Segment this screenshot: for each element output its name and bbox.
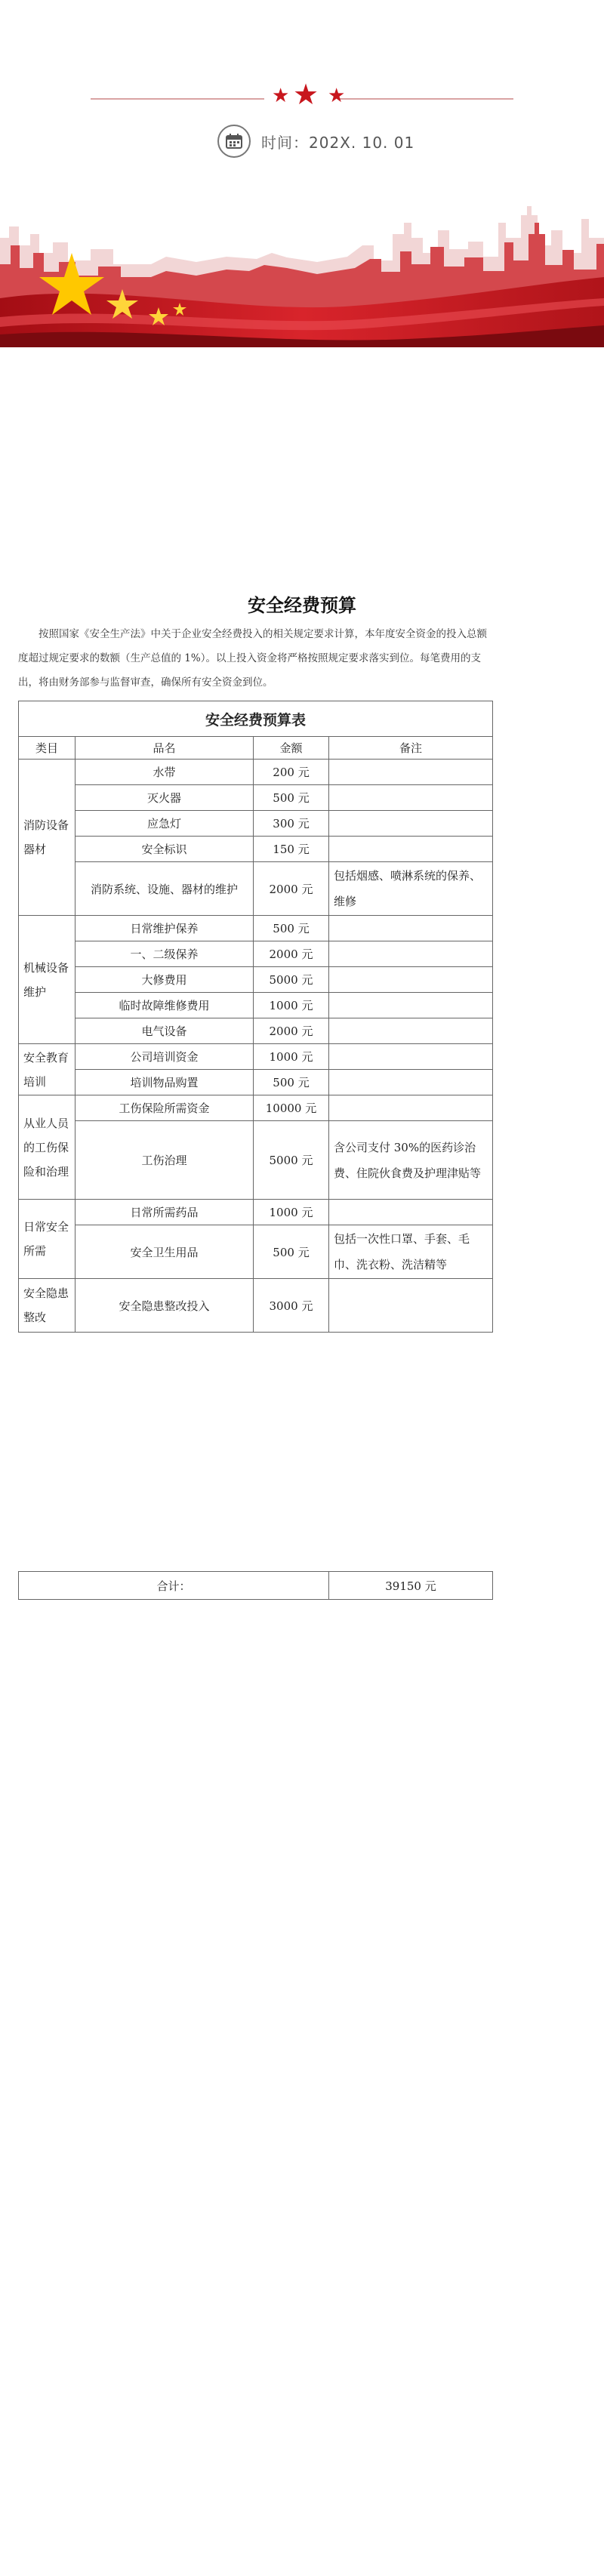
- item-cell: 水带: [76, 760, 254, 785]
- star-icon: ★: [272, 85, 290, 107]
- note-cell: [329, 1200, 493, 1225]
- note-cell: [329, 941, 493, 967]
- note-cell: [329, 1279, 493, 1333]
- table-row: [19, 811, 493, 837]
- amount-cell: 500 元: [254, 1070, 329, 1095]
- note-cell: [329, 1095, 493, 1121]
- amount-cell: 500 元: [254, 785, 329, 811]
- item-cell: 工伤治理: [76, 1121, 254, 1200]
- amount-cell: 3000 元: [254, 1279, 329, 1333]
- table-row: [19, 941, 493, 967]
- item-cell: 安全标识: [76, 837, 254, 862]
- total-value: 39150 元: [329, 1572, 493, 1600]
- table-row: [19, 993, 493, 1018]
- header-line-left: [91, 98, 264, 100]
- note-cell: [329, 1018, 493, 1044]
- amount-cell: 2000 元: [254, 1018, 329, 1044]
- amount-cell: 150 元: [254, 837, 329, 862]
- date-row: [217, 123, 414, 159]
- table-row: [19, 760, 493, 785]
- note-cell: 包括一次性口罩、手套、毛巾、洗衣粉、洗洁精等: [329, 1225, 493, 1279]
- item-cell: 安全隐患整改投入: [76, 1279, 254, 1333]
- note-cell: 包括烟感、喷淋系统的保养、维修: [329, 862, 493, 916]
- table-row: [19, 1279, 493, 1333]
- note-cell: [329, 760, 493, 785]
- table-header-row: [19, 737, 493, 760]
- note-cell: 含公司支付 30%的医药诊治费、住院伙食费及护理津贴等: [329, 1121, 493, 1200]
- table-row: [19, 1121, 493, 1200]
- table-row: [19, 1225, 493, 1279]
- column-header: 品名: [76, 737, 254, 760]
- category-cell: 机械设备维护: [19, 916, 76, 1044]
- note-cell: [329, 1070, 493, 1095]
- item-cell: 应急灯: [76, 811, 254, 837]
- calendar-icon: [217, 125, 251, 158]
- item-cell: 临时故障维修费用: [76, 993, 254, 1018]
- amount-cell: 500 元: [254, 1225, 329, 1279]
- table-row: [19, 1095, 493, 1121]
- amount-cell: 1000 元: [254, 1200, 329, 1225]
- amount-cell: 5000 元: [254, 967, 329, 993]
- note-cell: [329, 1044, 493, 1070]
- note-cell: [329, 785, 493, 811]
- document-title: 安全经费预算: [248, 594, 356, 616]
- amount-cell: 300 元: [254, 811, 329, 837]
- note-cell: [329, 993, 493, 1018]
- amount-cell: 200 元: [254, 760, 329, 785]
- star-icon: ★: [293, 78, 319, 111]
- budget-table: [18, 701, 493, 1333]
- category-cell: 日常安全所需: [19, 1200, 76, 1279]
- table-row: [19, 1044, 493, 1070]
- amount-cell: 2000 元: [254, 941, 329, 967]
- item-cell: 日常所需药品: [76, 1200, 254, 1225]
- amount-cell: 2000 元: [254, 862, 329, 916]
- intro-paragraph: 按照国家《安全生产法》中关于企业安全经费投入的相关规定要求计算，本年度安全资金的投入总额度超过规定要求的数额（生产总值的 1%）。以上投入资金将严格按照规定要求落实到位。每笔费用的支出，将由财务部参与监督审查，确保所有安全资金到位。: [18, 628, 487, 689]
- total-label: 合计：: [19, 1572, 329, 1600]
- amount-cell: 1000 元: [254, 1044, 329, 1070]
- note-cell: [329, 967, 493, 993]
- category-cell: 安全隐患整改: [19, 1279, 76, 1333]
- item-cell: 公司培训资金: [76, 1044, 254, 1070]
- table-row: [19, 785, 493, 811]
- note-cell: [329, 811, 493, 837]
- note-cell: [329, 916, 493, 941]
- item-cell: 电气设备: [76, 1018, 254, 1044]
- item-cell: 大修费用: [76, 967, 254, 993]
- table-row: [19, 1018, 493, 1044]
- total-row: [19, 1572, 493, 1600]
- item-cell: 日常维护保养: [76, 916, 254, 941]
- amount-cell: 500 元: [254, 916, 329, 941]
- table-caption: 安全经费预算表: [19, 701, 493, 737]
- item-cell: 培训物品购置: [76, 1070, 254, 1095]
- item-cell: 安全卫生用品: [76, 1225, 254, 1279]
- item-cell: 灭火器: [76, 785, 254, 811]
- item-cell: 工伤保险所需资金: [76, 1095, 254, 1121]
- table-row: [19, 862, 493, 916]
- amount-cell: 5000 元: [254, 1121, 329, 1200]
- table-row: [19, 967, 493, 993]
- column-header: 金额: [254, 737, 329, 760]
- total-table: [18, 1571, 493, 1600]
- date-label: 时间：202X. 10. 01: [261, 133, 415, 152]
- table-row: [19, 916, 493, 941]
- amount-cell: 10000 元: [254, 1095, 329, 1121]
- category-cell: 从业人员的工伤保险和治理: [19, 1095, 76, 1200]
- amount-cell: 1000 元: [254, 993, 329, 1018]
- table-row: [19, 837, 493, 862]
- column-header: 备注: [329, 737, 493, 760]
- table-row: [19, 1070, 493, 1095]
- note-cell: [329, 837, 493, 862]
- category-cell: 消防设备器材: [19, 760, 76, 916]
- skyline-ribbon-banner: [0, 193, 604, 347]
- item-cell: 一、二级保养: [76, 941, 254, 967]
- table-row: [19, 1200, 493, 1225]
- item-cell: 消防系统、设施、器材的维护: [76, 862, 254, 916]
- column-header: 类目: [19, 737, 76, 760]
- star-icon: ★: [328, 85, 346, 107]
- header-line-right: [340, 98, 513, 100]
- category-cell: 安全教育培训: [19, 1044, 76, 1095]
